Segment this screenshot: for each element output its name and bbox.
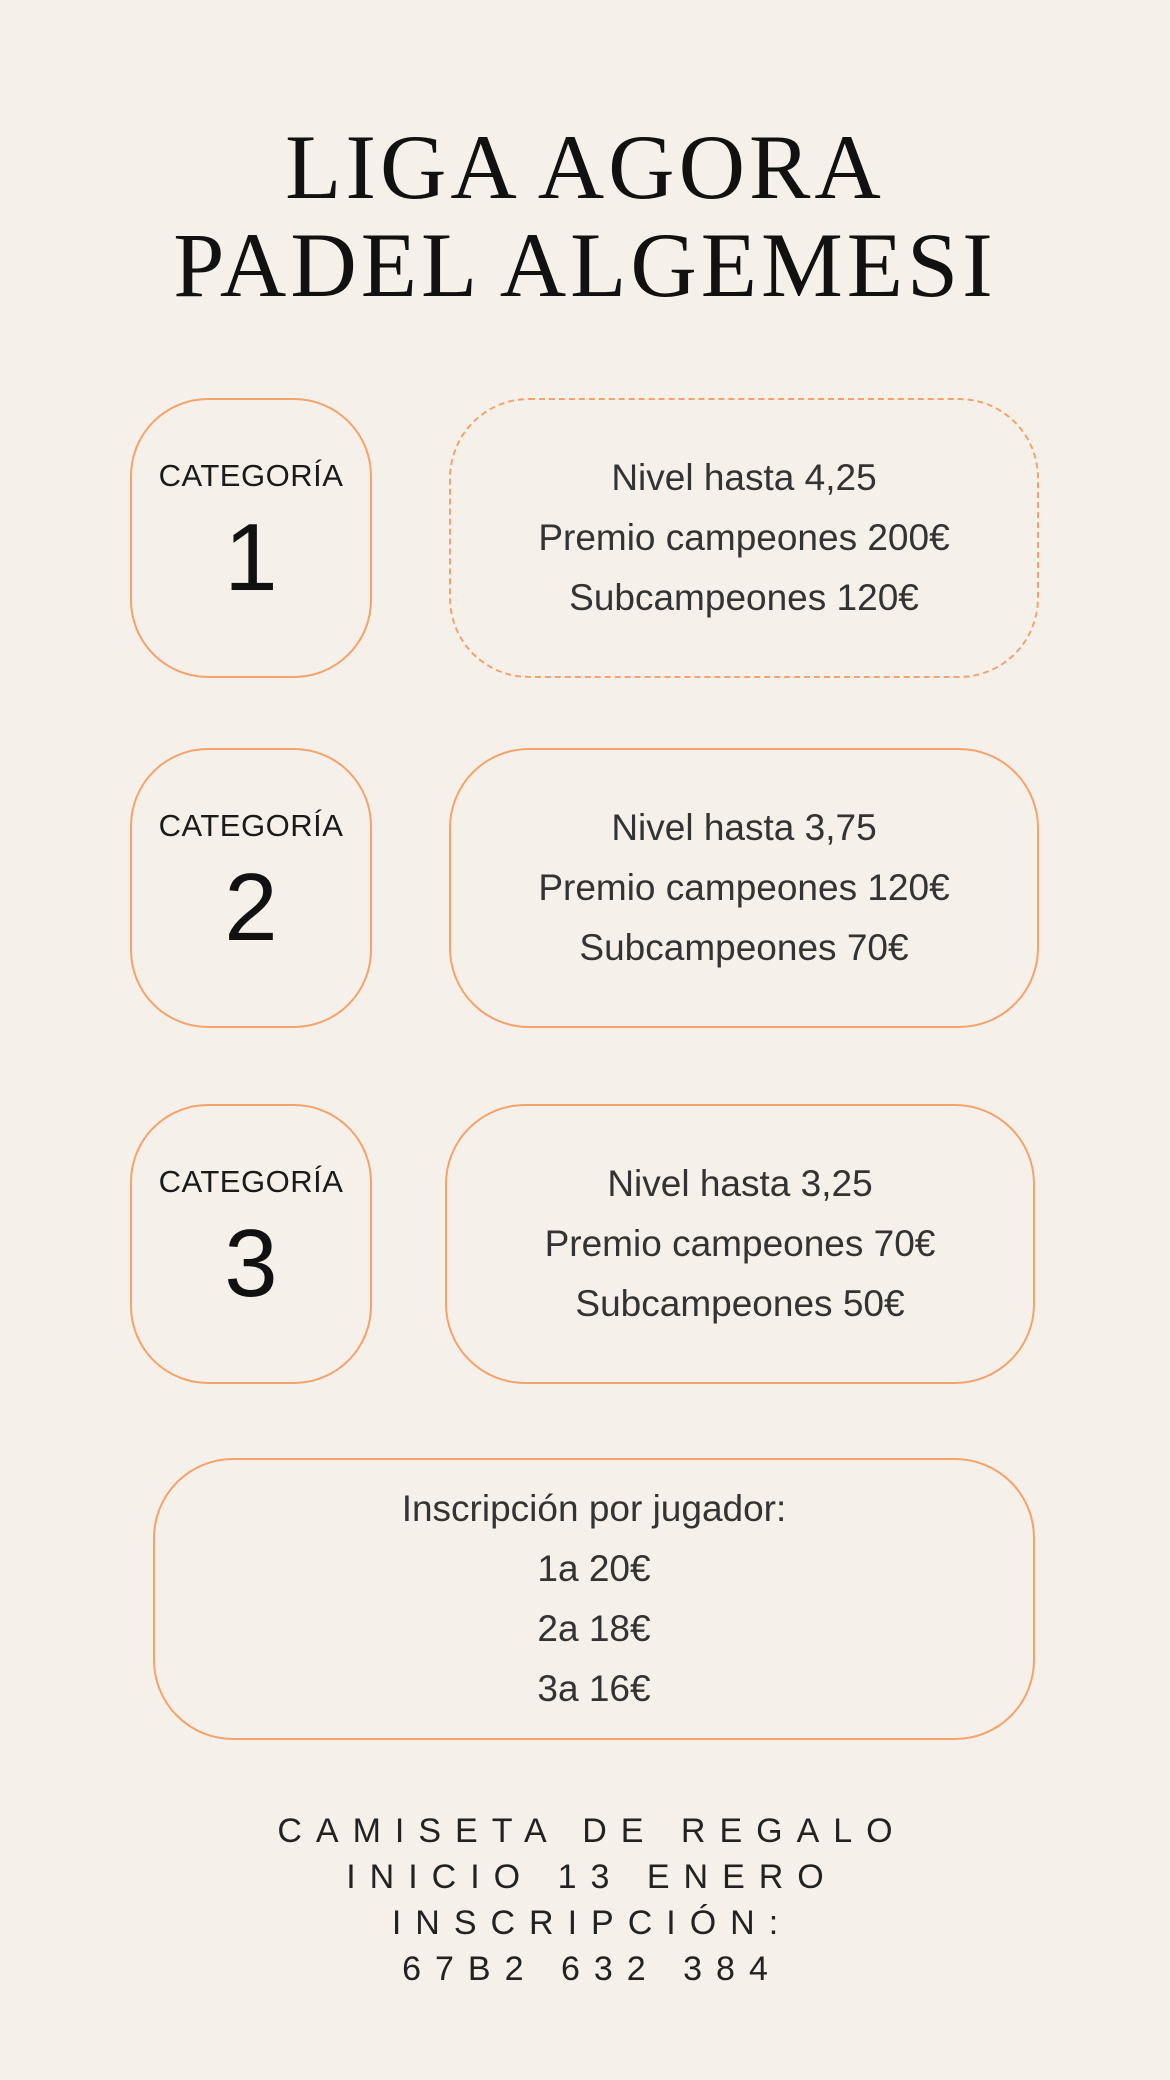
category-number: 2 — [224, 854, 278, 961]
category-label: CATEGORÍA — [158, 458, 344, 493]
level-text: Nivel hasta 3,25 — [607, 1163, 873, 1204]
category-number: 3 — [224, 1210, 278, 1317]
category-number: 1 — [224, 504, 278, 611]
fee-item: 2a 18€ — [537, 1608, 651, 1649]
gift-shirt-text: CAMISETA DE REGALO — [277, 1812, 907, 1850]
category-2-badge — [130, 748, 372, 1028]
fee-item: 3a 16€ — [537, 1668, 651, 1709]
category-label: CATEGORÍA — [158, 1164, 344, 1199]
category-2-details — [449, 748, 1039, 1028]
runners-up-prize-text: Subcampeones 50€ — [575, 1283, 905, 1324]
category-3-details — [445, 1104, 1035, 1384]
runners-up-prize-text: Subcampeones 120€ — [569, 577, 919, 618]
phone-number: 67B2 632 384 — [402, 1950, 782, 1988]
registration-fees-box — [153, 1458, 1035, 1740]
title-line-2: PADEL ALGEMESI — [173, 214, 997, 316]
footer-info — [0, 1808, 1170, 1992]
fee-item: 1a 20€ — [537, 1548, 651, 1589]
title-line-1: LIGA AGORA — [285, 116, 885, 218]
champions-prize-text: Premio campeones 120€ — [538, 867, 950, 908]
registration-label: INSCRIPCIÓN: — [391, 1904, 793, 1942]
level-text: Nivel hasta 4,25 — [611, 457, 877, 498]
start-date-text: INICIO 13 ENERO — [346, 1858, 838, 1896]
level-text: Nivel hasta 3,75 — [611, 807, 877, 848]
category-label: CATEGORÍA — [158, 808, 344, 843]
category-1-badge — [130, 398, 372, 678]
category-3-badge — [130, 1104, 372, 1384]
runners-up-prize-text: Subcampeones 70€ — [579, 927, 909, 968]
champions-prize-text: Premio campeones 70€ — [544, 1223, 936, 1264]
registration-heading: Inscripción por jugador: — [401, 1488, 787, 1529]
champions-prize-text: Premio campeones 200€ — [538, 517, 950, 558]
category-1-details — [449, 398, 1039, 678]
poster-title — [0, 118, 1170, 314]
